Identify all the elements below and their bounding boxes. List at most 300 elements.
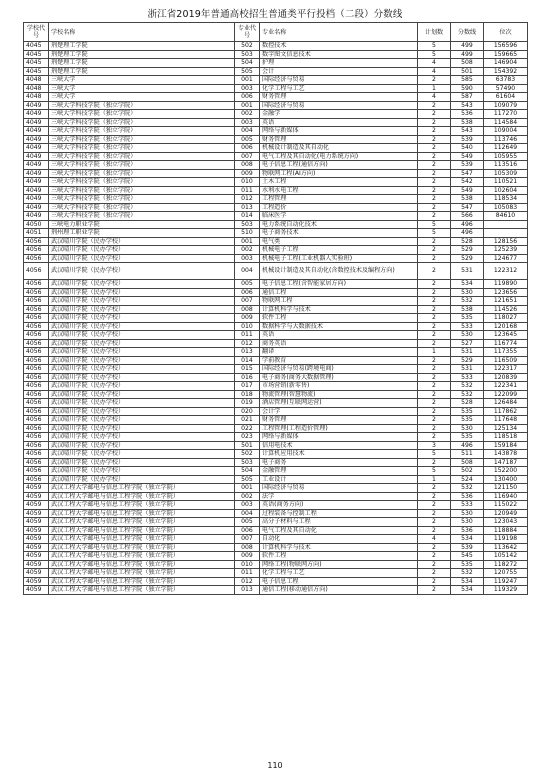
cell-major-name: 电气工程及其自动化 [260, 526, 418, 535]
cell-plan: 5 [418, 220, 451, 229]
cell-school-code: 4045 [24, 59, 49, 68]
cell-school-code: 4056 [24, 424, 49, 433]
cell-rank: 114526 [484, 305, 528, 314]
cell-score: 536 [451, 110, 484, 119]
cell-rank: 118534 [484, 195, 528, 204]
cell-rank: 123656 [484, 288, 528, 297]
table-row [24, 178, 528, 187]
cell-school-code: 4056 [24, 288, 49, 297]
cell-score: 499 [451, 42, 484, 51]
cell-major-name: 水利水电工程 [260, 186, 418, 195]
cell-plan: 2 [418, 237, 451, 246]
cell-rank: 123043 [484, 518, 528, 527]
cell-rank: 115022 [484, 501, 528, 510]
cell-rank: 156596 [484, 42, 528, 51]
cell-school-code: 4049 [24, 195, 49, 204]
cell-score: 532 [451, 569, 484, 578]
cell-rank: 128156 [484, 237, 528, 246]
cell-major-code: 501 [235, 441, 260, 450]
cell-school-code: 4056 [24, 475, 49, 484]
cell-score: 530 [451, 424, 484, 433]
cell-major-name: 国际经济与贸易 [260, 101, 418, 110]
cell-plan: 2 [418, 144, 451, 153]
cell-score: 501 [451, 67, 484, 76]
cell-rank: 121150 [484, 484, 528, 493]
cell-rank: 118027 [484, 314, 528, 323]
cell-school-code: 4056 [24, 339, 49, 348]
cell-score: 547 [451, 203, 484, 212]
cell-major-name: 数控技术 [260, 42, 418, 51]
table-row [24, 288, 528, 297]
cell-major-code: 002 [235, 110, 260, 119]
cell-plan: 2 [418, 212, 451, 221]
cell-major-name: 会计 [260, 67, 418, 76]
cell-school-name: 武汉晴川学院（民办学校） [49, 254, 235, 263]
cell-school-name: 武汉晴川学院（民办学校） [49, 390, 235, 399]
cell-plan: 2 [418, 161, 451, 170]
cell-rank: 159665 [484, 50, 528, 59]
cell-school-code: 4056 [24, 416, 49, 425]
cell-rank: 84610 [484, 212, 528, 221]
table-row [24, 246, 528, 255]
cell-major-name: 电子信息工程(含智能家居方向) [260, 280, 418, 289]
cell-rank: 117270 [484, 110, 528, 119]
cell-major-code: 014 [235, 212, 260, 221]
cell-school-code: 4056 [24, 365, 49, 374]
cell-school-name: 三峡大学科技学院（独立学院） [49, 101, 235, 110]
cell-score: 538 [451, 118, 484, 127]
cell-rank: 119198 [484, 535, 528, 544]
cell-school-name: 武汉晴川学院（民办学校） [49, 365, 235, 374]
table-row [24, 42, 528, 51]
table-row [24, 586, 528, 595]
cell-school-name: 武汉工程大学邮电与信息工程学院（独立学院） [49, 526, 235, 535]
cell-major-code: 001 [235, 484, 260, 493]
cell-score: 538 [451, 195, 484, 204]
cell-school-name: 三峡大学科技学院（独立学院） [49, 161, 235, 170]
cell-plan: 2 [418, 101, 451, 110]
cell-major-code: 003 [235, 84, 260, 93]
cell-score: 508 [451, 458, 484, 467]
cell-major-code: 510 [235, 229, 260, 238]
cell-school-name: 武汉晴川学院（民办学校） [49, 399, 235, 408]
cell-school-code: 4049 [24, 169, 49, 178]
cell-plan: 2 [418, 322, 451, 331]
cell-school-code: 4056 [24, 467, 49, 476]
table-row [24, 331, 528, 340]
cell-rank: 117648 [484, 416, 528, 425]
cell-plan: 2 [418, 509, 451, 518]
cell-plan: 2 [418, 263, 451, 280]
cell-score: 531 [451, 365, 484, 374]
cell-school-code: 4059 [24, 535, 49, 544]
table-row [24, 50, 528, 59]
table-row [24, 390, 528, 399]
table-row [24, 297, 528, 306]
cell-major-code: 018 [235, 390, 260, 399]
cell-major-code: 007 [235, 535, 260, 544]
cell-score: 543 [451, 101, 484, 110]
cell-rank: 122317 [484, 365, 528, 374]
table-row [24, 127, 528, 136]
table-row [24, 518, 528, 527]
cell-major-code: 014 [235, 356, 260, 365]
cell-score: 496 [451, 441, 484, 450]
cell-school-name: 三峡大学科技学院（独立学院） [49, 169, 235, 178]
table-row [24, 339, 528, 348]
cell-plan: 2 [418, 118, 451, 127]
cell-major-name: 英语(商务方向) [260, 501, 418, 510]
cell-rank: 117862 [484, 407, 528, 416]
cell-major-name: 物联网工程 [260, 297, 418, 306]
cell-major-name: 计算机科学与技术 [260, 305, 418, 314]
cell-rank: 120168 [484, 322, 528, 331]
cell-plan: 1 [418, 475, 451, 484]
cell-plan: 5 [418, 42, 451, 51]
cell-school-code: 4049 [24, 110, 49, 119]
cell-school-name: 三峡大学科技学院（独立学院） [49, 110, 235, 119]
cell-major-name: 数据科学与大数据技术 [260, 322, 418, 331]
cell-major-code: 021 [235, 416, 260, 425]
cell-major-name: 网络工程(物联网方向) [260, 560, 418, 569]
cell-school-name: 荆楚理工学院 [49, 59, 235, 68]
cell-score: 529 [451, 246, 484, 255]
cell-school-name: 武汉晴川学院（民办学校） [49, 322, 235, 331]
cell-score: 549 [451, 186, 484, 195]
cell-rank: 121651 [484, 297, 528, 306]
cell-plan: 2 [418, 297, 451, 306]
cell-school-code: 4045 [24, 50, 49, 59]
cell-school-code: 4048 [24, 93, 49, 102]
cell-school-code: 4059 [24, 492, 49, 501]
cell-major-code: 002 [235, 492, 260, 501]
cell-score: 530 [451, 518, 484, 527]
cell-rank: 143878 [484, 450, 528, 459]
table-row [24, 59, 528, 68]
cell-major-code: 013 [235, 586, 260, 595]
cell-major-name: 财务管理 [260, 135, 418, 144]
cell-score: 533 [451, 322, 484, 331]
table-row [24, 399, 528, 408]
cell-rank: 118884 [484, 526, 528, 535]
cell-plan: 5 [418, 450, 451, 459]
cell-school-name: 武汉晴川学院（民办学校） [49, 424, 235, 433]
cell-major-name: 土木工程 [260, 178, 418, 187]
cell-major-code: 008 [235, 543, 260, 552]
cell-score: 534 [451, 586, 484, 595]
cell-school-code: 4059 [24, 586, 49, 595]
cell-major-code: 003 [235, 118, 260, 127]
table-row [24, 450, 528, 459]
cell-score: 587 [451, 93, 484, 102]
cell-score: 524 [451, 475, 484, 484]
cell-school-code: 4056 [24, 356, 49, 365]
page-title: 浙江省2019年普通高校招生普通类平行投档（二段）分数线 [147, 9, 403, 20]
cell-plan: 2 [418, 552, 451, 561]
cell-major-code: 505 [235, 67, 260, 76]
cell-rank: 152200 [484, 467, 528, 476]
cell-major-name: 化学工程与工艺 [260, 84, 418, 93]
cell-school-code: 4056 [24, 407, 49, 416]
cell-school-name: 三峡大学科技学院（独立学院） [49, 135, 235, 144]
cell-school-name: 武汉晴川学院（民办学校） [49, 297, 235, 306]
cell-school-code: 4049 [24, 127, 49, 136]
cell-school-code: 4056 [24, 254, 49, 263]
cell-score: 511 [451, 450, 484, 459]
cell-plan: 2 [418, 280, 451, 289]
cell-plan: 2 [418, 331, 451, 340]
cell-school-code: 4049 [24, 186, 49, 195]
cell-school-code: 4056 [24, 348, 49, 357]
cell-plan: 2 [418, 373, 451, 382]
cell-major-name: 电子商务技术 [260, 229, 418, 238]
cell-plan: 2 [418, 152, 451, 161]
cell-score: 534 [451, 535, 484, 544]
cell-plan: 2 [418, 246, 451, 255]
cell-school-code: 4056 [24, 433, 49, 442]
cell-major-code: 505 [235, 475, 260, 484]
cell-plan: 2 [418, 433, 451, 442]
cell-score: 528 [451, 237, 484, 246]
header-major-name: 专业名称 [260, 23, 418, 42]
cell-score: 496 [451, 220, 484, 229]
cell-score: 539 [451, 543, 484, 552]
cell-major-code: 013 [235, 348, 260, 357]
cell-rank [484, 220, 528, 229]
cell-major-name: 工程管理(工程造价管理) [260, 424, 418, 433]
cell-school-code: 4049 [24, 118, 49, 127]
cell-school-name: 三峡大学科技学院（独立学院） [49, 195, 235, 204]
cell-major-name: 通信工程(移动通信方向) [260, 586, 418, 595]
cell-score: 538 [451, 305, 484, 314]
cell-major-name: 电力系统自动化技术 [260, 220, 418, 229]
table-row [24, 229, 528, 238]
cell-plan: 3 [418, 441, 451, 450]
cell-rank: 126484 [484, 399, 528, 408]
cell-major-name: 法学 [260, 492, 418, 501]
cell-plan: 2 [418, 169, 451, 178]
score-table [23, 22, 528, 595]
cell-rank: 105955 [484, 152, 528, 161]
table-row [24, 509, 528, 518]
table-row [24, 67, 528, 76]
cell-plan: 2 [418, 399, 451, 408]
cell-score: 531 [451, 348, 484, 357]
table-row [24, 560, 528, 569]
cell-rank: 119329 [484, 586, 528, 595]
cell-plan: 2 [418, 254, 451, 263]
cell-rank: 119247 [484, 577, 528, 586]
cell-school-name: 武汉晴川学院（民办学校） [49, 441, 235, 450]
cell-major-code: 005 [235, 518, 260, 527]
cell-major-code: 010 [235, 560, 260, 569]
table-row [24, 441, 528, 450]
cell-score: 539 [451, 135, 484, 144]
cell-school-code: 4056 [24, 450, 49, 459]
table-row [24, 526, 528, 535]
cell-plan: 2 [418, 492, 451, 501]
table-row [24, 543, 528, 552]
table-row [24, 356, 528, 365]
table-row [24, 101, 528, 110]
table-row [24, 220, 528, 229]
cell-major-name: 工程管理 [260, 195, 418, 204]
cell-score: 531 [451, 263, 484, 280]
cell-major-code: 005 [235, 135, 260, 144]
cell-school-code: 4045 [24, 67, 49, 76]
cell-school-code: 4045 [24, 42, 49, 51]
cell-plan: 4 [418, 67, 451, 76]
cell-major-code: 019 [235, 399, 260, 408]
cell-score: 529 [451, 356, 484, 365]
cell-major-name: 化学工程与工艺 [260, 569, 418, 578]
cell-major-code: 010 [235, 322, 260, 331]
cell-school-name: 武汉工程大学邮电与信息工程学院（独立学院） [49, 543, 235, 552]
cell-major-code: 006 [235, 144, 260, 153]
table-row [24, 93, 528, 102]
table-row [24, 280, 528, 289]
cell-school-code: 4056 [24, 263, 49, 280]
table-row [24, 552, 528, 561]
cell-score: 535 [451, 407, 484, 416]
cell-school-code: 4049 [24, 203, 49, 212]
cell-plan: 2 [418, 424, 451, 433]
cell-plan: 2 [418, 416, 451, 425]
cell-school-code: 4056 [24, 237, 49, 246]
cell-major-name: 学前教育 [260, 356, 418, 365]
cell-major-code: 504 [235, 59, 260, 68]
table-row [24, 475, 528, 484]
cell-school-code: 4049 [24, 144, 49, 153]
cell-score: 530 [451, 331, 484, 340]
cell-major-name: 护理 [260, 59, 418, 68]
cell-school-name: 武汉晴川学院（民办学校） [49, 348, 235, 357]
cell-plan: 2 [418, 195, 451, 204]
cell-school-code: 4056 [24, 390, 49, 399]
cell-rank: 120839 [484, 373, 528, 382]
cell-major-name: 计算机科学与技术 [260, 543, 418, 552]
cell-major-code: 006 [235, 288, 260, 297]
cell-plan: 4 [418, 535, 451, 544]
table-row [24, 382, 528, 391]
cell-major-code: 004 [235, 263, 260, 280]
cell-school-name: 三峡大学科技学院（独立学院） [49, 186, 235, 195]
cell-school-code: 4056 [24, 373, 49, 382]
cell-score: 543 [451, 127, 484, 136]
cell-school-code: 4056 [24, 399, 49, 408]
cell-school-code: 4051 [24, 229, 49, 238]
cell-major-name: 会计学 [260, 407, 418, 416]
cell-school-name: 三峡大学 [49, 76, 235, 85]
cell-plan: 2 [418, 305, 451, 314]
cell-major-name: 电子信息工程 [260, 577, 418, 586]
header-school-name: 学校名称 [49, 23, 235, 42]
cell-score: 534 [451, 577, 484, 586]
cell-rank: 116774 [484, 339, 528, 348]
cell-rank: 125134 [484, 424, 528, 433]
table-row [24, 322, 528, 331]
cell-score: 508 [451, 59, 484, 68]
header-plan: 计划数 [418, 23, 451, 42]
cell-major-name: 商务英语 [260, 339, 418, 348]
cell-rank: 122341 [484, 382, 528, 391]
cell-major-code: 012 [235, 195, 260, 204]
cell-plan: 5 [418, 467, 451, 476]
cell-major-code: 017 [235, 382, 260, 391]
cell-plan: 2 [418, 203, 451, 212]
table-row [24, 305, 528, 314]
cell-school-code: 4049 [24, 101, 49, 110]
cell-major-code: 008 [235, 161, 260, 170]
cell-major-code: 001 [235, 76, 260, 85]
cell-major-code: 502 [235, 42, 260, 51]
table-row [24, 348, 528, 357]
cell-school-name: 武汉晴川学院（民办学校） [49, 280, 235, 289]
cell-rank: 120755 [484, 569, 528, 578]
cell-rank: 113746 [484, 135, 528, 144]
cell-school-code: 4059 [24, 509, 49, 518]
cell-school-name: 武汉晴川学院（民办学校） [49, 314, 235, 323]
cell-major-code: 005 [235, 280, 260, 289]
cell-rank: 116509 [484, 356, 528, 365]
table-row [24, 118, 528, 127]
cell-school-code: 4059 [24, 552, 49, 561]
cell-major-name: 网络与新媒体 [260, 433, 418, 442]
cell-school-name: 荆楚理工学院 [49, 50, 235, 59]
cell-major-name: 计算机应用技术 [260, 450, 418, 459]
cell-rank: 116940 [484, 492, 528, 501]
cell-major-name: 电子信息工程(通信方向) [260, 161, 418, 170]
cell-major-code: 023 [235, 433, 260, 442]
cell-school-name: 三峡大学 [49, 93, 235, 102]
cell-school-code: 4048 [24, 76, 49, 85]
table-row [24, 203, 528, 212]
cell-rank: 125239 [484, 246, 528, 255]
cell-major-name: 临床医学 [260, 212, 418, 221]
cell-rank: 118518 [484, 433, 528, 442]
table-row [24, 186, 528, 195]
cell-rank: 118272 [484, 560, 528, 569]
cell-score: 496 [451, 229, 484, 238]
table-body [24, 42, 528, 595]
cell-major-code: 009 [235, 314, 260, 323]
cell-plan: 2 [418, 76, 451, 85]
cell-plan: 2 [418, 484, 451, 493]
cell-school-name: 武汉工程大学邮电与信息工程学院（独立学院） [49, 484, 235, 493]
cell-school-name: 荆州理工职业学院 [49, 229, 235, 238]
cell-major-code: 004 [235, 127, 260, 136]
cell-major-code: 002 [235, 246, 260, 255]
cell-school-code: 4056 [24, 322, 49, 331]
header-rank: 位次 [484, 23, 528, 42]
cell-school-name: 荆楚理工学院 [49, 42, 235, 51]
cell-major-name: 酒店管理(互联网运营) [260, 399, 418, 408]
cell-school-code: 4056 [24, 382, 49, 391]
cell-major-code: 504 [235, 467, 260, 476]
cell-school-code: 4059 [24, 501, 49, 510]
cell-major-code: 010 [235, 178, 260, 187]
cell-school-code: 4059 [24, 569, 49, 578]
cell-rank: 120949 [484, 509, 528, 518]
cell-school-code: 4056 [24, 314, 49, 323]
cell-major-code: 016 [235, 373, 260, 382]
table-row [24, 407, 528, 416]
cell-major-code: 007 [235, 152, 260, 161]
table-row [24, 152, 528, 161]
cell-plan: 2 [418, 518, 451, 527]
cell-major-name: 软件工程 [260, 314, 418, 323]
cell-score: 540 [451, 144, 484, 153]
